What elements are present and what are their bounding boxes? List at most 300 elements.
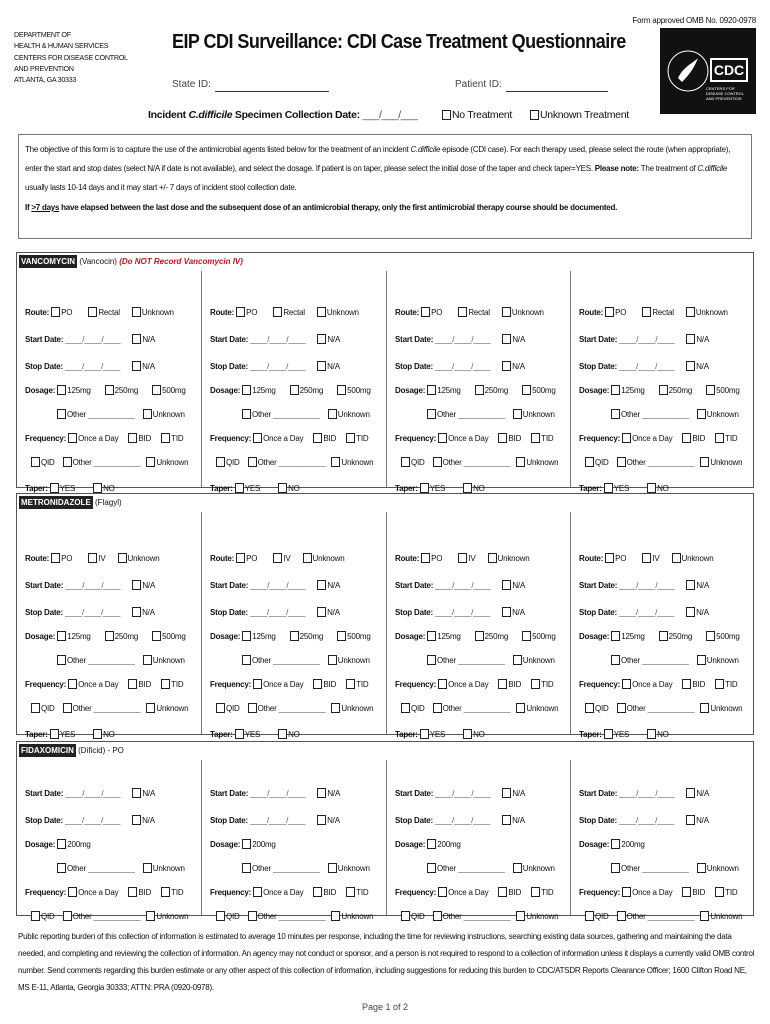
- route-rectal-option[interactable]: [273, 308, 304, 317]
- taper-no-option[interactable]: [278, 484, 300, 493]
- freq-tid-option[interactable]: [715, 888, 737, 897]
- freq-tid-checkbox[interactable]: [346, 679, 355, 689]
- freq-other-input[interactable]: ___________: [278, 704, 326, 713]
- dose-unknown-option[interactable]: [513, 864, 555, 873]
- dose-other-option[interactable]: [57, 410, 86, 419]
- freq-other-option[interactable]: [433, 704, 462, 713]
- stop-date-input[interactable]: ____/____/____: [65, 608, 121, 617]
- dose-200mg-option[interactable]: [611, 840, 644, 849]
- freq-tid-option[interactable]: [346, 680, 368, 689]
- freq-other-input[interactable]: ___________: [647, 458, 695, 467]
- freq-qid-checkbox[interactable]: [216, 703, 225, 713]
- route-unknown-option[interactable]: [686, 308, 728, 317]
- stop-date-na-option[interactable]: [686, 608, 709, 617]
- dose-other-input[interactable]: ___________: [88, 864, 135, 873]
- freq-bid-checkbox[interactable]: [313, 679, 322, 689]
- freq-qid-checkbox[interactable]: [31, 703, 40, 713]
- dose-250mg-checkbox[interactable]: [105, 385, 114, 395]
- freq-unknown-option[interactable]: [700, 912, 742, 921]
- start-date-input[interactable]: ____/____/____: [65, 335, 121, 344]
- start-date-na-option[interactable]: [317, 581, 340, 590]
- dose-other-checkbox[interactable]: [242, 409, 251, 419]
- dose-unknown-checkbox[interactable]: [513, 655, 522, 665]
- freq-unknown-option[interactable]: [700, 704, 742, 713]
- dose-other-checkbox[interactable]: [57, 863, 66, 873]
- freq-qid-checkbox[interactable]: [216, 911, 225, 921]
- route-rectal-checkbox[interactable]: [458, 307, 467, 317]
- freq-tid-option[interactable]: [715, 434, 737, 443]
- stop-date-na-checkbox[interactable]: [317, 815, 326, 825]
- route-unknown-option[interactable]: [317, 308, 359, 317]
- start-date-na-option[interactable]: [686, 335, 709, 344]
- freq-unknown-checkbox[interactable]: [146, 703, 155, 713]
- dose-other-option[interactable]: [427, 410, 456, 419]
- freq-unknown-checkbox[interactable]: [700, 703, 709, 713]
- dose-other-option[interactable]: [427, 656, 456, 665]
- route-iv-checkbox[interactable]: [273, 553, 282, 563]
- dose-other-input[interactable]: ___________: [273, 656, 320, 665]
- dose-125mg-checkbox[interactable]: [57, 631, 66, 641]
- freq-tid-checkbox[interactable]: [161, 433, 170, 443]
- dose-other-option[interactable]: [427, 864, 456, 873]
- taper-yes-checkbox[interactable]: [235, 483, 244, 493]
- dose-250mg-option[interactable]: [105, 386, 138, 395]
- stop-date-na-checkbox[interactable]: [502, 607, 511, 617]
- no-treatment-option[interactable]: [442, 109, 512, 121]
- dose-200mg-checkbox[interactable]: [427, 839, 436, 849]
- freq-once-a-day-checkbox[interactable]: [68, 433, 77, 443]
- taper-yes-option[interactable]: [420, 484, 445, 493]
- freq-once-a-day-checkbox[interactable]: [622, 679, 631, 689]
- start-date-input[interactable]: ____/____/____: [250, 789, 306, 798]
- stop-date-na-checkbox[interactable]: [132, 361, 141, 371]
- dose-250mg-option[interactable]: [290, 386, 323, 395]
- route-unknown-checkbox[interactable]: [132, 307, 141, 317]
- freq-tid-checkbox[interactable]: [715, 887, 724, 897]
- freq-once-a-day-checkbox[interactable]: [438, 679, 447, 689]
- freq-tid-option[interactable]: [161, 680, 183, 689]
- freq-tid-checkbox[interactable]: [161, 887, 170, 897]
- freq-unknown-option[interactable]: [516, 458, 558, 467]
- start-date-na-option[interactable]: [502, 335, 525, 344]
- route-po-option[interactable]: [605, 554, 626, 563]
- taper-yes-checkbox[interactable]: [235, 729, 244, 739]
- freq-once-a-day-option[interactable]: [622, 434, 672, 443]
- dose-other-input[interactable]: ___________: [273, 864, 320, 873]
- dose-125mg-checkbox[interactable]: [611, 385, 620, 395]
- no-treatment-checkbox[interactable]: [442, 110, 451, 120]
- stop-date-na-checkbox[interactable]: [502, 361, 511, 371]
- taper-no-option[interactable]: [647, 484, 669, 493]
- freq-qid-option[interactable]: [31, 912, 55, 921]
- freq-tid-checkbox[interactable]: [531, 679, 540, 689]
- taper-yes-checkbox[interactable]: [420, 729, 429, 739]
- stop-date-na-checkbox[interactable]: [132, 607, 141, 617]
- route-iv-option[interactable]: [642, 554, 659, 563]
- freq-once-a-day-option[interactable]: [622, 888, 672, 897]
- freq-unknown-checkbox[interactable]: [146, 911, 155, 921]
- dose-200mg-option[interactable]: [242, 840, 275, 849]
- dose-500mg-checkbox[interactable]: [337, 385, 346, 395]
- stop-date-input[interactable]: ____/____/____: [250, 608, 306, 617]
- dose-250mg-checkbox[interactable]: [290, 631, 299, 641]
- freq-other-option[interactable]: [617, 458, 646, 467]
- route-unknown-option[interactable]: [488, 554, 530, 563]
- freq-other-input[interactable]: ___________: [93, 458, 141, 467]
- freq-qid-checkbox[interactable]: [401, 457, 410, 467]
- dose-other-option[interactable]: [57, 864, 86, 873]
- freq-qid-checkbox[interactable]: [31, 457, 40, 467]
- freq-bid-option[interactable]: [313, 434, 336, 443]
- start-date-na-option[interactable]: [132, 581, 155, 590]
- taper-yes-option[interactable]: [604, 730, 629, 739]
- stop-date-na-option[interactable]: [132, 816, 155, 825]
- freq-other-option[interactable]: [617, 912, 646, 921]
- freq-tid-checkbox[interactable]: [715, 679, 724, 689]
- taper-no-checkbox[interactable]: [93, 729, 102, 739]
- freq-once-a-day-option[interactable]: [68, 680, 118, 689]
- freq-other-option[interactable]: [617, 704, 646, 713]
- freq-tid-option[interactable]: [531, 434, 553, 443]
- dose-other-option[interactable]: [242, 656, 271, 665]
- dose-125mg-option[interactable]: [57, 632, 90, 641]
- taper-yes-checkbox[interactable]: [50, 483, 59, 493]
- collection-date-input[interactable]: ___/___/___: [362, 109, 418, 121]
- dose-125mg-checkbox[interactable]: [611, 631, 620, 641]
- freq-qid-checkbox[interactable]: [401, 703, 410, 713]
- stop-date-na-option[interactable]: [132, 608, 155, 617]
- stop-date-na-checkbox[interactable]: [502, 815, 511, 825]
- dose-250mg-checkbox[interactable]: [105, 631, 114, 641]
- freq-qid-checkbox[interactable]: [585, 911, 594, 921]
- route-iv-checkbox[interactable]: [458, 553, 467, 563]
- start-date-na-option[interactable]: [686, 789, 709, 798]
- freq-other-checkbox[interactable]: [248, 703, 257, 713]
- dose-125mg-checkbox[interactable]: [242, 385, 251, 395]
- taper-no-option[interactable]: [93, 484, 115, 493]
- unknown-treatment-option[interactable]: [530, 109, 629, 121]
- dose-125mg-option[interactable]: [427, 386, 460, 395]
- dose-other-input[interactable]: ___________: [88, 410, 135, 419]
- freq-bid-checkbox[interactable]: [682, 679, 691, 689]
- taper-yes-option[interactable]: [604, 484, 629, 493]
- freq-bid-option[interactable]: [128, 434, 151, 443]
- freq-once-a-day-checkbox[interactable]: [253, 887, 262, 897]
- freq-other-checkbox[interactable]: [433, 703, 442, 713]
- taper-yes-option[interactable]: [235, 484, 260, 493]
- taper-yes-option[interactable]: [235, 730, 260, 739]
- freq-other-checkbox[interactable]: [63, 457, 72, 467]
- dose-500mg-checkbox[interactable]: [706, 385, 715, 395]
- freq-bid-checkbox[interactable]: [498, 433, 507, 443]
- dose-125mg-option[interactable]: [611, 632, 644, 641]
- route-po-option[interactable]: [236, 308, 257, 317]
- start-date-na-checkbox[interactable]: [686, 334, 695, 344]
- taper-no-checkbox[interactable]: [647, 483, 656, 493]
- dose-200mg-option[interactable]: [57, 840, 90, 849]
- freq-other-checkbox[interactable]: [617, 911, 626, 921]
- dose-other-checkbox[interactable]: [57, 655, 66, 665]
- dose-other-input[interactable]: ___________: [458, 656, 505, 665]
- dose-200mg-checkbox[interactable]: [242, 839, 251, 849]
- freq-other-input[interactable]: ___________: [463, 704, 511, 713]
- stop-date-input[interactable]: ____/____/____: [435, 816, 491, 825]
- freq-tid-option[interactable]: [531, 888, 553, 897]
- freq-bid-checkbox[interactable]: [128, 679, 137, 689]
- freq-other-input[interactable]: ___________: [93, 912, 141, 921]
- stop-date-na-option[interactable]: [686, 816, 709, 825]
- taper-yes-checkbox[interactable]: [604, 729, 613, 739]
- freq-other-input[interactable]: ___________: [647, 704, 695, 713]
- freq-once-a-day-checkbox[interactable]: [622, 433, 631, 443]
- freq-tid-checkbox[interactable]: [161, 679, 170, 689]
- freq-bid-checkbox[interactable]: [313, 887, 322, 897]
- freq-qid-option[interactable]: [216, 458, 240, 467]
- taper-no-option[interactable]: [647, 730, 669, 739]
- freq-bid-checkbox[interactable]: [498, 887, 507, 897]
- freq-qid-option[interactable]: [31, 458, 55, 467]
- dose-500mg-option[interactable]: [152, 386, 185, 395]
- freq-qid-option[interactable]: [401, 704, 425, 713]
- freq-unknown-checkbox[interactable]: [700, 457, 709, 467]
- start-date-na-option[interactable]: [317, 789, 340, 798]
- route-unknown-option[interactable]: [303, 554, 345, 563]
- freq-qid-option[interactable]: [216, 912, 240, 921]
- freq-qid-checkbox[interactable]: [401, 911, 410, 921]
- freq-bid-option[interactable]: [313, 680, 336, 689]
- taper-yes-checkbox[interactable]: [604, 483, 613, 493]
- route-rectal-checkbox[interactable]: [273, 307, 282, 317]
- start-date-na-checkbox[interactable]: [502, 580, 511, 590]
- dose-200mg-option[interactable]: [427, 840, 460, 849]
- start-date-input[interactable]: ____/____/____: [250, 335, 306, 344]
- dose-500mg-option[interactable]: [337, 386, 370, 395]
- dose-500mg-option[interactable]: [522, 386, 555, 395]
- stop-date-input[interactable]: ____/____/____: [619, 816, 675, 825]
- stop-date-na-option[interactable]: [502, 608, 525, 617]
- route-iv-option[interactable]: [88, 554, 105, 563]
- dose-500mg-checkbox[interactable]: [152, 385, 161, 395]
- freq-bid-option[interactable]: [498, 434, 521, 443]
- dose-250mg-checkbox[interactable]: [659, 631, 668, 641]
- route-iv-checkbox[interactable]: [642, 553, 651, 563]
- start-date-na-checkbox[interactable]: [317, 788, 326, 798]
- route-po-option[interactable]: [236, 554, 257, 563]
- dose-250mg-option[interactable]: [290, 632, 323, 641]
- freq-bid-checkbox[interactable]: [313, 433, 322, 443]
- freq-other-checkbox[interactable]: [433, 457, 442, 467]
- freq-once-a-day-option[interactable]: [253, 680, 303, 689]
- freq-tid-option[interactable]: [161, 434, 183, 443]
- route-iv-checkbox[interactable]: [88, 553, 97, 563]
- dose-unknown-checkbox[interactable]: [143, 863, 152, 873]
- route-po-checkbox[interactable]: [421, 553, 430, 563]
- freq-unknown-checkbox[interactable]: [516, 703, 525, 713]
- dose-unknown-option[interactable]: [697, 410, 739, 419]
- freq-tid-checkbox[interactable]: [531, 887, 540, 897]
- stop-date-input[interactable]: ____/____/____: [619, 608, 675, 617]
- freq-other-option[interactable]: [248, 912, 277, 921]
- freq-bid-option[interactable]: [682, 434, 705, 443]
- dose-unknown-checkbox[interactable]: [697, 655, 706, 665]
- freq-bid-option[interactable]: [128, 680, 151, 689]
- freq-once-a-day-checkbox[interactable]: [253, 679, 262, 689]
- route-po-option[interactable]: [51, 554, 72, 563]
- dose-500mg-option[interactable]: [522, 632, 555, 641]
- freq-unknown-option[interactable]: [331, 704, 373, 713]
- freq-qid-option[interactable]: [31, 704, 55, 713]
- dose-unknown-option[interactable]: [328, 410, 370, 419]
- dose-500mg-checkbox[interactable]: [706, 631, 715, 641]
- start-date-input[interactable]: ____/____/____: [619, 789, 675, 798]
- freq-tid-option[interactable]: [715, 680, 737, 689]
- dose-125mg-checkbox[interactable]: [57, 385, 66, 395]
- route-unknown-checkbox[interactable]: [317, 307, 326, 317]
- state-id-input[interactable]: [215, 81, 329, 92]
- start-date-input[interactable]: ____/____/____: [250, 581, 306, 590]
- start-date-na-checkbox[interactable]: [502, 334, 511, 344]
- taper-no-option[interactable]: [278, 730, 300, 739]
- route-rectal-option[interactable]: [458, 308, 489, 317]
- freq-other-checkbox[interactable]: [63, 911, 72, 921]
- route-unknown-checkbox[interactable]: [303, 553, 312, 563]
- freq-qid-option[interactable]: [585, 458, 609, 467]
- dose-unknown-option[interactable]: [513, 410, 555, 419]
- taper-yes-option[interactable]: [420, 730, 445, 739]
- dose-250mg-checkbox[interactable]: [475, 385, 484, 395]
- freq-unknown-checkbox[interactable]: [331, 911, 340, 921]
- dose-unknown-checkbox[interactable]: [697, 863, 706, 873]
- freq-once-a-day-checkbox[interactable]: [438, 433, 447, 443]
- freq-tid-option[interactable]: [531, 680, 553, 689]
- freq-other-input[interactable]: ___________: [93, 704, 141, 713]
- route-rectal-checkbox[interactable]: [88, 307, 97, 317]
- stop-date-na-checkbox[interactable]: [317, 607, 326, 617]
- taper-yes-checkbox[interactable]: [50, 729, 59, 739]
- route-rectal-option[interactable]: [642, 308, 673, 317]
- dose-other-input[interactable]: ___________: [88, 656, 135, 665]
- dose-250mg-checkbox[interactable]: [475, 631, 484, 641]
- freq-tid-checkbox[interactable]: [531, 433, 540, 443]
- stop-date-na-option[interactable]: [686, 362, 709, 371]
- dose-unknown-option[interactable]: [697, 656, 739, 665]
- freq-unknown-option[interactable]: [516, 912, 558, 921]
- dose-other-checkbox[interactable]: [427, 409, 436, 419]
- freq-bid-checkbox[interactable]: [498, 679, 507, 689]
- dose-250mg-option[interactable]: [659, 632, 692, 641]
- taper-no-checkbox[interactable]: [93, 483, 102, 493]
- start-date-na-checkbox[interactable]: [502, 788, 511, 798]
- freq-bid-checkbox[interactable]: [128, 887, 137, 897]
- patient-id-input[interactable]: [506, 81, 608, 92]
- taper-yes-option[interactable]: [50, 730, 75, 739]
- freq-tid-checkbox[interactable]: [346, 887, 355, 897]
- freq-unknown-option[interactable]: [516, 704, 558, 713]
- freq-unknown-checkbox[interactable]: [516, 911, 525, 921]
- dose-other-option[interactable]: [611, 864, 640, 873]
- stop-date-input[interactable]: ____/____/____: [250, 362, 306, 371]
- dose-unknown-option[interactable]: [513, 656, 555, 665]
- dose-other-input[interactable]: ___________: [273, 410, 320, 419]
- start-date-na-option[interactable]: [132, 335, 155, 344]
- taper-no-option[interactable]: [463, 484, 485, 493]
- freq-other-input[interactable]: ___________: [463, 458, 511, 467]
- stop-date-na-checkbox[interactable]: [686, 607, 695, 617]
- freq-unknown-checkbox[interactable]: [331, 703, 340, 713]
- dose-unknown-option[interactable]: [328, 656, 370, 665]
- stop-date-input[interactable]: ____/____/____: [65, 362, 121, 371]
- freq-qid-option[interactable]: [585, 704, 609, 713]
- route-unknown-checkbox[interactable]: [488, 553, 497, 563]
- start-date-na-option[interactable]: [502, 581, 525, 590]
- dose-250mg-option[interactable]: [659, 386, 692, 395]
- dose-other-checkbox[interactable]: [611, 863, 620, 873]
- stop-date-input[interactable]: ____/____/____: [435, 362, 491, 371]
- state-id-field[interactable]: [172, 74, 329, 92]
- dose-250mg-option[interactable]: [105, 632, 138, 641]
- dose-unknown-checkbox[interactable]: [328, 409, 337, 419]
- taper-no-option[interactable]: [93, 730, 115, 739]
- freq-once-a-day-option[interactable]: [438, 888, 488, 897]
- dose-unknown-option[interactable]: [328, 864, 370, 873]
- route-po-checkbox[interactable]: [51, 553, 60, 563]
- stop-date-input[interactable]: ____/____/____: [435, 608, 491, 617]
- stop-date-na-checkbox[interactable]: [317, 361, 326, 371]
- dose-125mg-option[interactable]: [242, 386, 275, 395]
- stop-date-input[interactable]: ____/____/____: [65, 816, 121, 825]
- route-unknown-option[interactable]: [502, 308, 544, 317]
- patient-id-field[interactable]: [455, 74, 608, 92]
- dose-125mg-option[interactable]: [242, 632, 275, 641]
- freq-tid-option[interactable]: [346, 434, 368, 443]
- freq-unknown-checkbox[interactable]: [700, 911, 709, 921]
- freq-qid-checkbox[interactable]: [585, 703, 594, 713]
- dose-200mg-checkbox[interactable]: [611, 839, 620, 849]
- freq-other-checkbox[interactable]: [248, 911, 257, 921]
- dose-250mg-option[interactable]: [475, 386, 508, 395]
- freq-other-option[interactable]: [248, 704, 277, 713]
- start-date-na-checkbox[interactable]: [686, 788, 695, 798]
- route-iv-option[interactable]: [273, 554, 290, 563]
- route-po-checkbox[interactable]: [236, 553, 245, 563]
- start-date-input[interactable]: ____/____/____: [435, 789, 491, 798]
- freq-once-a-day-option[interactable]: [253, 434, 303, 443]
- dose-unknown-checkbox[interactable]: [328, 655, 337, 665]
- freq-qid-option[interactable]: [216, 704, 240, 713]
- stop-date-na-option[interactable]: [317, 816, 340, 825]
- dose-other-input[interactable]: ___________: [458, 410, 505, 419]
- dose-unknown-option[interactable]: [697, 864, 739, 873]
- freq-unknown-option[interactable]: [146, 458, 188, 467]
- dose-other-checkbox[interactable]: [57, 409, 66, 419]
- start-date-na-checkbox[interactable]: [317, 334, 326, 344]
- dose-other-checkbox[interactable]: [611, 409, 620, 419]
- start-date-na-checkbox[interactable]: [686, 580, 695, 590]
- start-date-input[interactable]: ____/____/____: [435, 335, 491, 344]
- route-po-checkbox[interactable]: [605, 307, 614, 317]
- start-date-input[interactable]: ____/____/____: [65, 789, 121, 798]
- freq-once-a-day-checkbox[interactable]: [68, 887, 77, 897]
- stop-date-na-option[interactable]: [502, 816, 525, 825]
- freq-unknown-option[interactable]: [331, 458, 373, 467]
- dose-125mg-option[interactable]: [57, 386, 90, 395]
- route-unknown-checkbox[interactable]: [672, 553, 681, 563]
- dose-250mg-checkbox[interactable]: [659, 385, 668, 395]
- freq-other-option[interactable]: [63, 912, 92, 921]
- freq-other-input[interactable]: ___________: [278, 458, 326, 467]
- unknown-treatment-checkbox[interactable]: [530, 110, 539, 120]
- dose-unknown-option[interactable]: [143, 656, 185, 665]
